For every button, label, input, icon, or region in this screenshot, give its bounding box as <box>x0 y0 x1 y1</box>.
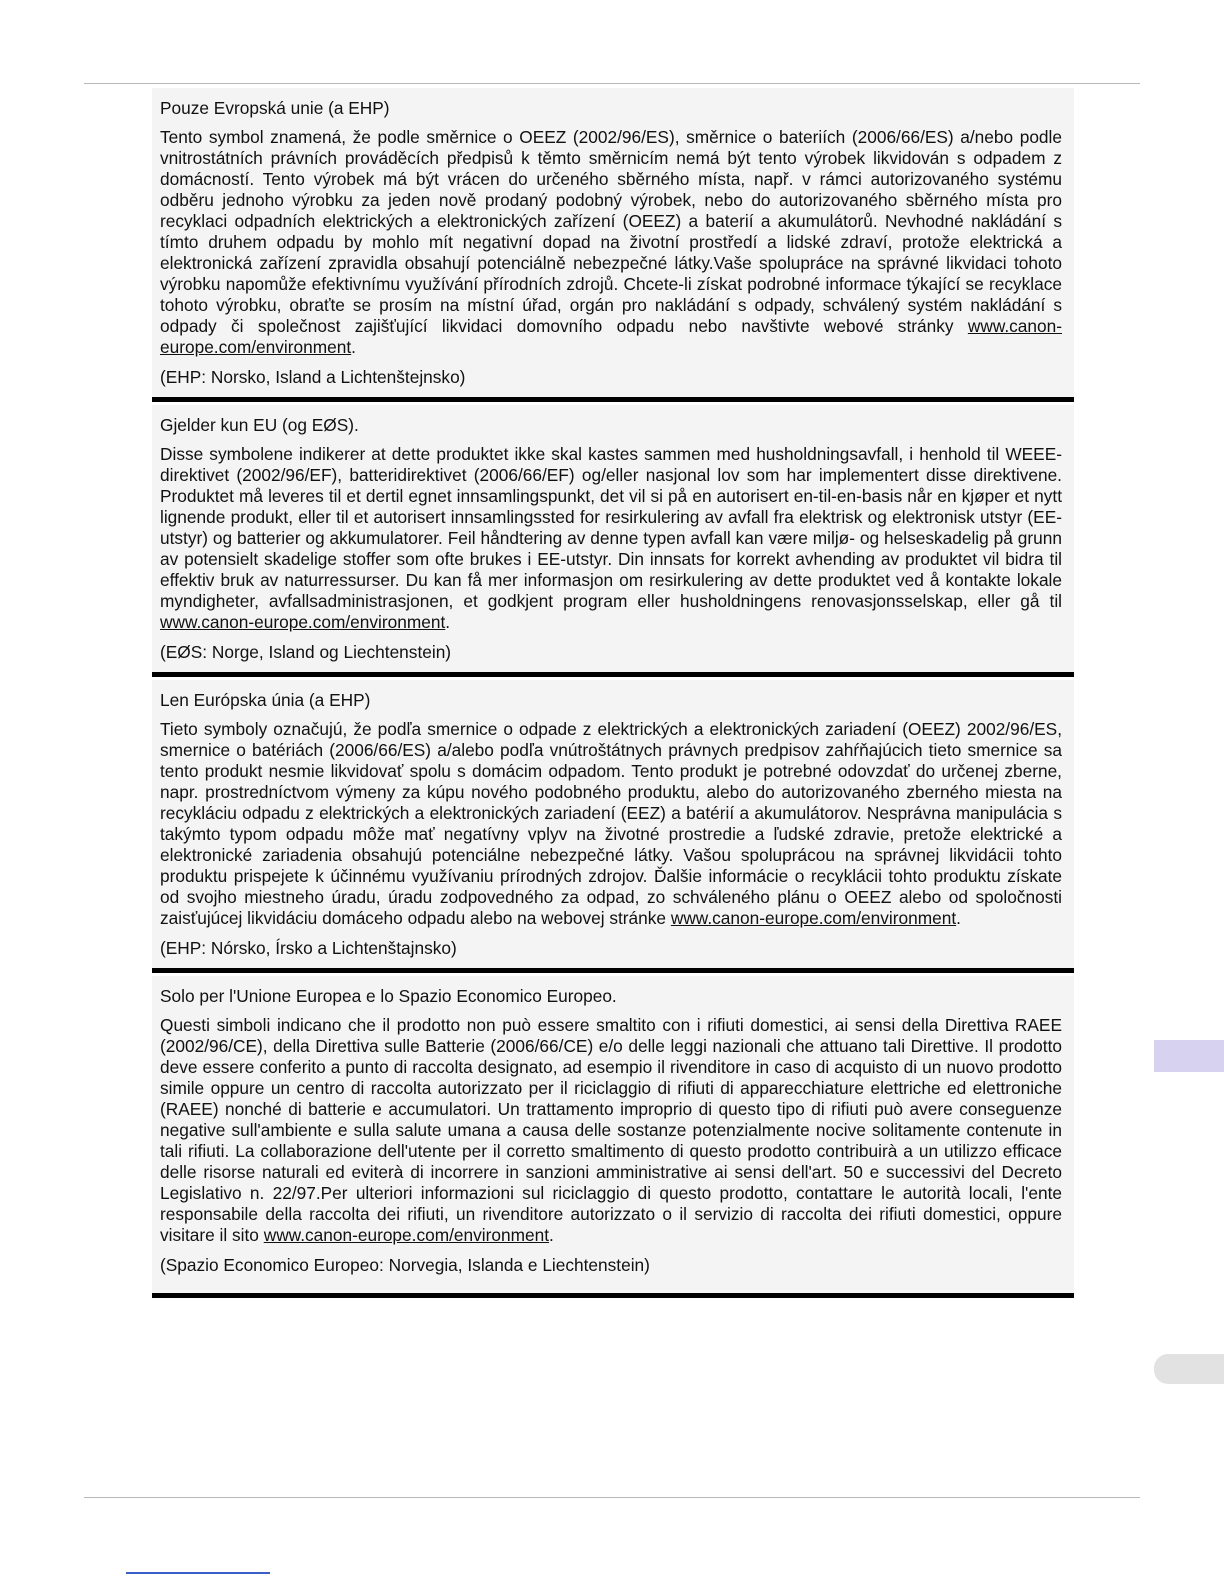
section-text: Tento symbol znamená, že podle směrnice o OEEZ (2002/96/ES), směrnice o bateriích (2006/66/ES) a/nebo podle vnitrostátních právních prováděcích předpisů k těmto směrnicím nemá být tento výrobek likvidován s odpadem z domácností. Tento výrobek má být vrácen do určeného sběrného místa, např. v rámci autorizovaného systému odběru jednoho výrobku za jeden nově prodaný podobný výrobek, nebo do autorizovaného sběrného místa pro recyklaci odpadních elektrických a elektronických zařízení (OEEZ) a baterií a akumulátorů. Nevhodné nakládání s tímto druhem odpadu by mohlo mít negativní dopad na životní prostředí a lidské zdraví, protože elektrická a elektronická zařízení zpravidla obsahují potenciálně nebezpečné látky.Vaše spolupráce na správné likvidaci tohoto výrobku napomůže efektivnímu využívání přírodních zdrojů. Chcete-li získat podrobné informace týkající se recyklace tohoto výrobku, obraťte se prosím na místní úřad, orgán pro nakládání s odpady, schválený systém nakládání s odpady či společnost zajišťující likvidaci domovního odpadu nebo navštivte webové stránky <box>160 127 1062 336</box>
chapter-tab[interactable] <box>1154 1040 1224 1072</box>
header-rule <box>84 83 1140 84</box>
environment-link[interactable]: www.canon-europe.com/environment <box>263 1225 550 1245</box>
footer-link-underline <box>126 1572 270 1574</box>
section-italian <box>152 976 1074 1298</box>
section-heading: Gjelder kun EU (og EØS). <box>160 415 359 435</box>
section-heading: Pouze Evropská unie (a EHP) <box>160 98 390 118</box>
environment-link[interactable]: www.canon-europe.com/environment <box>160 316 1062 357</box>
section-norwegian <box>152 405 1074 677</box>
section-note: (EHP: Nórsko, Írsko a Lichtenštajnsko) <box>160 938 457 958</box>
document-content <box>152 88 1074 1298</box>
section-note: (Spazio Economico Europeo: Norvegia, Islanda e Liechtenstein) <box>160 1255 650 1275</box>
section-text-end: . <box>445 612 451 632</box>
section-text: Tieto symboly označujú, že podľa smernice o odpade z elektrických a elektronických zariadení (OEEZ) 2002/96/ES, smernice o batériách (2006/66/ES) a/alebo podľa vnútroštátnych právnych predpisov zahŕňajúcich tieto smernice sa tento produkt nesmie likvidovať spolu s domácim odpadom. Tento produkt je potrebné odovzdať do určenej zberne, napr. prostredníctvom výmeny za kúpu nového podobného produktu, alebo do autorizovaného zberného miesta na recykláciu odpadu z elektrických a elektronických zariadení (EEZ) a batérií a akumulátorov. Nesprávna manipulácia s takýmto typom odpadu môže mať negatívny vplyv na životné prostredie a ľudské zdravie, pretože elektrické a elektronické zariadenia obsahujú potenciálne nebezpečné látky. Vašou spoluprácou na správnej likvidácii tohto produktu prispejete k účinnému využívaniu prírodných zdrojov. Ďalšie informácie o recyklácii tohto produktu získate od svojho miestneho úradu, úradu zodpovedného za odpad, zo schváleného plánu o OEEZ alebo od spoločnosti zaisťujúcej likvidáciu domáceho odpadu alebo na webovej stránke <box>160 719 1062 928</box>
section-text-end: . <box>956 908 961 928</box>
section-czech <box>152 88 1074 402</box>
section-text-end: . <box>351 337 356 357</box>
section-text-end: . <box>549 1225 554 1245</box>
section-body <box>160 444 1062 633</box>
section-note: (EHP: Norsko, Island a Lichtenštejnsko) <box>160 367 466 387</box>
section-text: Questi simboli indicano che il prodotto non può essere smaltito con i rifiuti domestici, ai sensi della Direttiva RAEE (2002/96/CE), della Direttiva sulle Batterie (2006/66/CE) e/o delle leggi nazionali che attuano tali Direttive. Il prodotto deve essere conferito a punto di raccolta designato, ad esempio il rivenditore in caso di acquisto di un nuovo prodotto simile oppure un centro di raccolta autorizzato per il riciclaggio di rifiuti di apparecchiature elettriche ed elettroniche (RAEE) nonché di batterie e accumulatori. Un trattamento improprio di questo tipo di rifiuti può avere conseguenze negative sull'ambiente e sulla salute umana a causa delle sostanze potenzialmente nocive solitamente contenute in tali rifiuti. La collaborazione dell'utente per il corretto smaltimento di questo prodotto contribuirà a un utilizzo efficace delle risorse naturali ed eviterà di incorrere in sanzioni amministrative ai sensi dell'art. 50 e successivi del Decreto Legislativo n. 22/97.Per ulteriori informazioni sul riciclaggio di questo prodotto, contattare le autorità locali, l'ente responsabile della raccolta dei rifiuti, un rivenditore autorizzato o il servizio di raccolta dei rifiuti domestici, oppure visitare il sito <box>160 1015 1062 1245</box>
section-note: (EØS: Norge, Island og Liechtenstein) <box>160 642 452 662</box>
section-body <box>160 719 1062 929</box>
section-text: Disse symbolene indikerer at dette produktet ikke skal kastes sammen med husholdningsavfall, i henhold til WEEE-direktivet (2002/96/EF), batteridirektivet (2006/66/EF) og/eller nasjonal lov som har implementert disse direktivene. Produktet må leveres til et dertil egnet innsamlingspunkt, det vil si på en autorisert en-til-en-basis når en kjøper et nytt lignende produkt, eller til et autorisert innsamlingssted for resirkulering av avfall fra elektrisk og elektronisk utstyr (EE-utstyr) og batterier og akkumulatorer. Feil håndtering av denne typen avfall kan være miljø- og helseskadelig på grunn av potensielt skadelige stoffer som ofte brukes i EE-utstyr. Din innsats for korrekt avhending av produktet vil bidra til effektiv bruk av naturressurser. Du kan få mer informasjon om resirkulering av dette produktet ved å kontakte lokale myndigheter, avfallsadministrasjonen, et godkjent program eller husholdningens renovasjonsselskap, eller gå til <box>160 444 1062 611</box>
section-heading: Solo per l'Unione Europea e lo Spazio Economico Europeo. <box>160 986 617 1006</box>
index-tab[interactable] <box>1154 1354 1224 1384</box>
section-heading: Len Európska únia (a EHP) <box>160 690 371 710</box>
section-body <box>160 127 1062 358</box>
environment-link[interactable]: www.canon-europe.com/environment <box>160 612 446 632</box>
section-body <box>160 1015 1062 1246</box>
section-slovak <box>152 680 1074 973</box>
environment-link[interactable]: www.canon-europe.com/environment <box>670 908 957 928</box>
footer-rule <box>84 1497 1140 1498</box>
